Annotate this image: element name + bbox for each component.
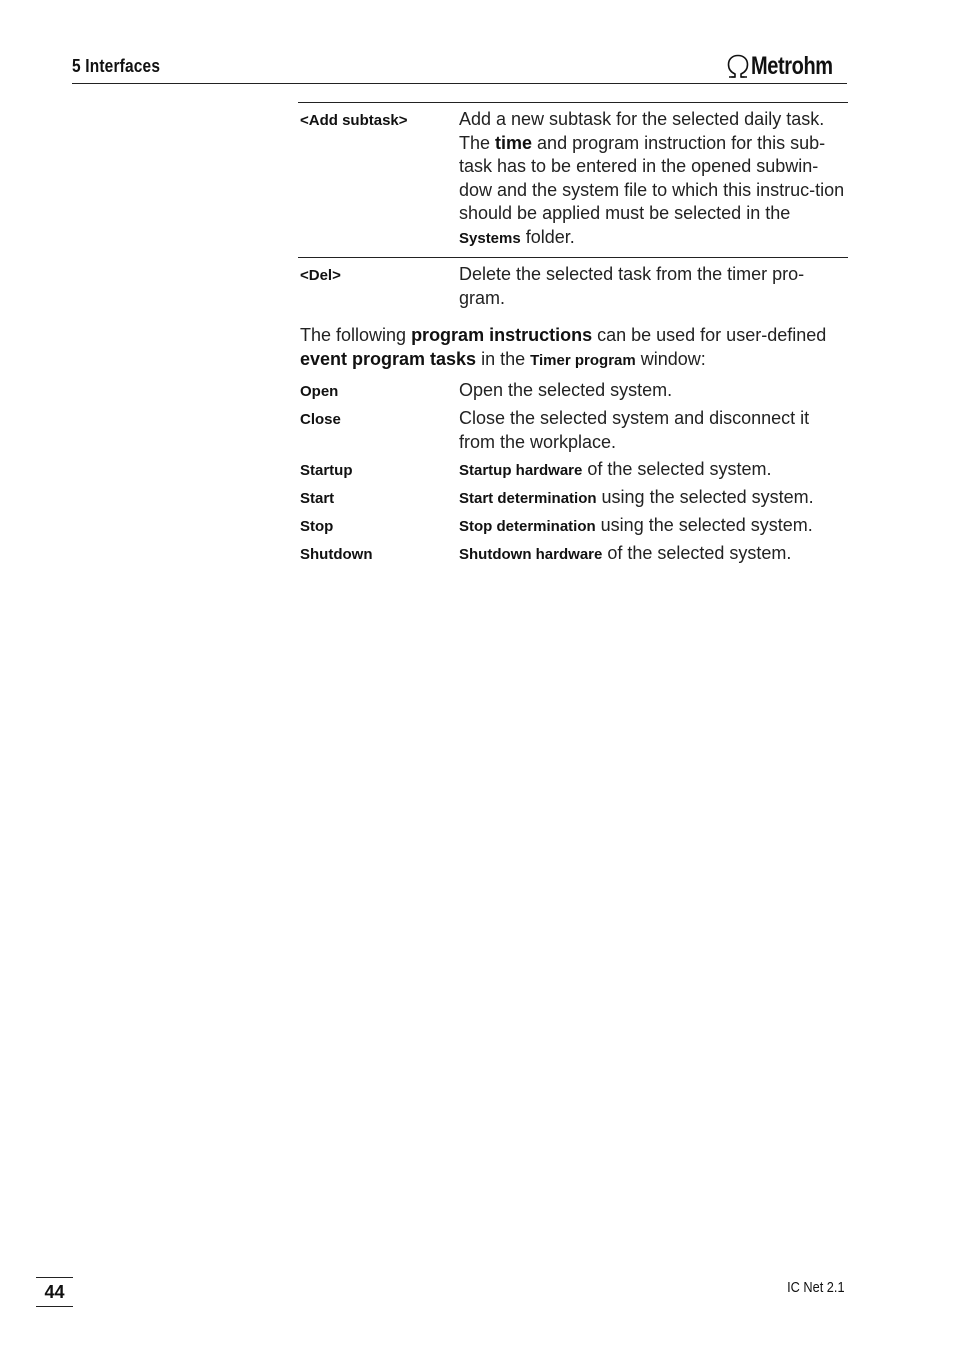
instruction-term: Open xyxy=(300,383,339,400)
instruction-stop xyxy=(298,513,848,541)
intro-paragraph: The following program instructions can be used for user-defined event program tasks in the Timer program window: xyxy=(300,325,827,369)
instruction-desc: Close the selected system and disconnect it from the workplace. xyxy=(459,408,810,452)
instruction-start xyxy=(298,485,848,513)
section-title: 5 Interfaces xyxy=(72,56,161,76)
product-name: IC Net 2.1 xyxy=(787,1279,845,1296)
instruction-term: Stop xyxy=(300,518,334,535)
desc-add-subtask: Add a new subtask for the selected daily task. The time and program instruction for this sub-task has to be entered in the opened subwin-dow and the system file to which this instruc-tion should be applied must be selected in the Systems folder. xyxy=(459,109,845,247)
instruction-term: Shutdown xyxy=(300,546,373,563)
instruction-term: Startup xyxy=(300,462,353,479)
instruction-close xyxy=(298,406,848,457)
instruction-startup xyxy=(298,457,848,485)
brand-logo xyxy=(726,52,853,80)
instruction-shutdown xyxy=(298,541,848,569)
desc-del: Delete the selected task from the timer pro-gram. xyxy=(459,264,805,308)
term-del: <Del> xyxy=(300,267,341,284)
brand-name: Metrohm xyxy=(751,51,833,80)
instruction-open xyxy=(298,378,848,406)
definition-row-add-subtask xyxy=(298,102,848,257)
instruction-desc: Shutdown hardware of the selected system. xyxy=(459,543,792,563)
instruction-term: Close xyxy=(300,411,341,428)
header-divider xyxy=(72,83,847,84)
instruction-desc: Startup hardware of the selected system. xyxy=(459,459,772,479)
term-add-subtask: <Add subtask> xyxy=(300,112,408,129)
instruction-desc: Start determination using the selected system. xyxy=(459,487,814,507)
instruction-term: Start xyxy=(300,490,335,507)
instruction-desc: Stop determination using the selected system. xyxy=(459,515,813,535)
definition-row-del xyxy=(298,257,848,317)
omega-icon xyxy=(726,53,750,79)
instruction-desc: Open the selected system. xyxy=(459,380,673,400)
page-number: 44 xyxy=(36,1277,73,1307)
